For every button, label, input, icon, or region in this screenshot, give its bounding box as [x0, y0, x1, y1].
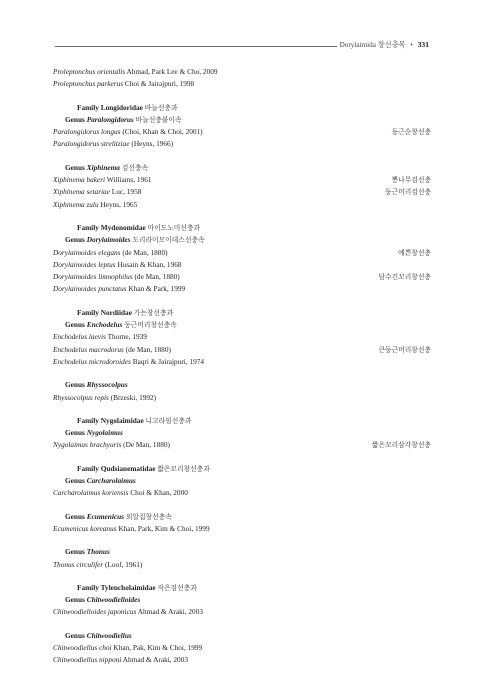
- species-name: Xiphinema zulu: [53, 199, 99, 209]
- taxon-name: Thonus: [86, 547, 110, 557]
- korean-name: 가는창선충과: [133, 308, 174, 317]
- species-entry: [53, 247, 431, 259]
- species-entry: [53, 259, 431, 271]
- header-rule: [55, 46, 337, 47]
- species-entry: [53, 356, 431, 368]
- species-entry: [53, 344, 431, 356]
- korean-common-name: 담수긴꼬리창선충: [378, 273, 431, 282]
- checklist-block: [53, 630, 431, 667]
- species-entry: [53, 523, 431, 535]
- running-header: [55, 40, 429, 54]
- korean-name: 마이도노미선충과: [147, 223, 201, 232]
- species-authority: Thorne, 1939: [107, 332, 147, 342]
- taxon-name: Nordiidae: [100, 307, 132, 317]
- taxon-name: Dorylaimoides: [86, 235, 131, 245]
- species-authority: (de Man, 1880): [125, 344, 171, 354]
- species-entry: [53, 66, 431, 78]
- species-authority: (Brzeski, 1992): [110, 392, 157, 402]
- species-authority: (de Man, 1880): [122, 247, 168, 257]
- rank-label: Family: [77, 415, 99, 425]
- taxon-name: Enchodelus: [86, 320, 123, 330]
- checklist-block: [53, 511, 431, 536]
- genus-heading: [53, 162, 431, 174]
- species-name: Paralongidorus longus: [53, 127, 121, 137]
- species-entry: [53, 606, 431, 618]
- species-entry: [53, 559, 431, 571]
- family-heading: [53, 582, 431, 594]
- taxon-name: Rhyssocolpus: [86, 380, 128, 390]
- species-entry: [53, 138, 431, 150]
- korean-name: 둥근머리창선충속: [124, 321, 177, 330]
- species-authority: Choi & Khan, 2000: [130, 488, 188, 498]
- species-name: Xiphinema bakeri: [53, 175, 106, 185]
- rank-label: Family: [77, 307, 99, 317]
- taxon-name: Qudsianematidae: [100, 463, 156, 473]
- species-authority: Ahmad & Araki, 2003: [122, 655, 188, 665]
- header-bullet: •: [410, 41, 413, 49]
- rank-label: Genus: [65, 114, 85, 124]
- species-name: Dorylaimoides punctatus: [53, 284, 127, 294]
- checklist-block: [53, 222, 431, 296]
- species-entry: [53, 487, 431, 499]
- species-name: Chitwoodiellus nipponi: [53, 655, 122, 665]
- korean-common-name: 둥근머리검선충: [385, 188, 431, 197]
- rank-label: Family: [77, 222, 99, 232]
- genus-heading: [53, 546, 431, 558]
- family-heading: [53, 102, 431, 114]
- species-entry: [53, 186, 431, 198]
- rank-label: Genus: [65, 428, 85, 438]
- checklist-block: [53, 66, 431, 91]
- species-entry: [53, 654, 431, 666]
- checklist-block: [53, 415, 431, 452]
- species-authority: Choi & Jairajpuri, 1998: [124, 79, 195, 89]
- checklist-block: [53, 582, 431, 619]
- korean-common-name: 큰둥근머리창선충: [378, 345, 431, 354]
- korean-name: 바늘선충붙이속: [135, 115, 182, 124]
- rank-label: Genus: [65, 162, 85, 172]
- species-authority: Luc, 1958: [111, 187, 142, 197]
- family-heading: [53, 415, 431, 427]
- rank-label: Genus: [65, 320, 85, 330]
- rank-label: Family: [77, 102, 99, 112]
- genus-heading: [53, 630, 431, 642]
- species-name: Ecumenicus koreanus: [53, 523, 117, 533]
- species-authority: Husain & Khan, 1968: [117, 259, 182, 269]
- taxon-name: Longidoridae: [100, 102, 143, 112]
- rank-label: Genus: [65, 511, 85, 521]
- species-authority: Khan, Pak, Kim & Choi, 1999: [113, 642, 203, 652]
- species-entry: [53, 199, 431, 211]
- species-authority: Baqri & Jairajpuri, 1974: [132, 356, 205, 366]
- taxon-name: Paralongidorus: [86, 114, 134, 124]
- species-entry: [53, 126, 431, 138]
- korean-name: 도리라이모이데스선충속: [132, 236, 205, 245]
- species-authority: Ahmad, Park Lee & Cho, 2009: [126, 67, 218, 76]
- species-entry: [53, 392, 431, 404]
- running-title: Dorylaimida 창선충목: [339, 41, 406, 49]
- species-entry: [53, 439, 431, 451]
- species-entry: [53, 174, 431, 186]
- korean-common-name: 예쁜창선충: [398, 248, 431, 257]
- checklist-block: [53, 463, 431, 500]
- genus-heading: [53, 475, 431, 487]
- species-name: Xiphinema setariae: [53, 187, 110, 197]
- genus-heading: [53, 511, 431, 523]
- species-authority: Williams, 1961: [106, 175, 152, 185]
- species-entry: [53, 271, 431, 283]
- species-name: Chitwoodiellus choi: [53, 642, 112, 652]
- family-heading: [53, 222, 431, 234]
- taxon-name: Nygolaimus: [86, 428, 123, 438]
- korean-name: 바늘선충과: [144, 103, 178, 112]
- family-heading: [53, 307, 431, 319]
- species-authority: (Heyns, 1966): [131, 139, 174, 149]
- checklist-block: [53, 307, 431, 368]
- rank-label: Family: [77, 582, 99, 592]
- species-name: Thonus circulifer: [53, 559, 104, 569]
- family-heading: [53, 463, 431, 475]
- korean-common-name: 뽕나무검선충: [391, 176, 431, 185]
- species-name: Carcharolaimus koriensis: [53, 488, 129, 498]
- taxonomic-checklist: [53, 66, 431, 678]
- taxon-name: Carcharolaimus: [86, 476, 136, 486]
- species-entry: [53, 642, 431, 654]
- species-name: Rhyssocolpus repis: [53, 392, 109, 402]
- species-name: Enchodelus microdoroides: [53, 356, 131, 366]
- rank-label: Genus: [65, 476, 85, 486]
- rank-label: Genus: [65, 235, 85, 245]
- korean-common-name: 짧은꼬리삼각창선충: [371, 441, 431, 450]
- rank-label: Genus: [65, 595, 85, 605]
- species-authority: (De Man, 1880): [123, 440, 170, 450]
- taxon-name: Ecumenicus: [86, 511, 125, 521]
- page-number: 331: [417, 40, 429, 49]
- genus-heading: [53, 114, 431, 126]
- checklist-block: [53, 379, 431, 404]
- species-name: Nygolaimus brachyuris: [53, 440, 122, 450]
- checklist-block: [53, 546, 431, 571]
- species-authority: Khan, Park, Kim & Choi, 1999: [118, 523, 210, 533]
- species-name: Enchodelus laevis: [53, 332, 106, 342]
- species-authority: Heyns, 1965: [100, 199, 138, 209]
- species-authority: (Loof, 1961): [105, 559, 143, 569]
- genus-heading: [53, 319, 431, 331]
- species-name: Proleptonchus orientalis: [53, 67, 126, 76]
- korean-name: 작은검선충과: [157, 583, 197, 592]
- species-name: Enchodelus macrodorus: [53, 344, 124, 354]
- species-name: Chitwoodielloides japonicus: [53, 607, 137, 617]
- korean-name: 검선충속: [121, 163, 149, 172]
- korean-common-name: 둥근순창선충: [391, 128, 431, 137]
- species-entry: [53, 78, 431, 90]
- genus-heading: [53, 234, 431, 246]
- species-name: Dorylaimoides elegans: [53, 247, 121, 257]
- species-authority: (de Man, 1880): [134, 272, 180, 282]
- species-name: Proleptonchus parkerus: [53, 79, 124, 89]
- genus-heading: [53, 379, 431, 391]
- taxon-name: Xiphinema: [86, 162, 120, 172]
- korean-name: 니고라임선충과: [145, 416, 192, 425]
- rank-label: Genus: [65, 380, 85, 390]
- running-head-text: [340, 40, 429, 50]
- rank-label: Genus: [65, 630, 85, 640]
- species-authority: Ahmad & Araki, 2003: [137, 607, 203, 617]
- korean-name: 외알집창선충속: [125, 512, 172, 521]
- rank-label: Family: [77, 463, 99, 473]
- taxon-name: Chitwoodiellus: [86, 630, 132, 640]
- species-entry: [53, 331, 431, 343]
- rank-label: Genus: [65, 547, 85, 557]
- species-name: Dorylaimoides limnophilus: [53, 272, 133, 282]
- species-authority: (Choi, Khan & Choi, 2001): [122, 127, 203, 137]
- checklist-block: [53, 102, 431, 151]
- species-name: Dorylaimoides leptus: [53, 259, 116, 269]
- taxon-name: Tylencholaimidae: [100, 582, 156, 592]
- genus-heading: [53, 427, 431, 439]
- species-entry: [53, 283, 431, 295]
- species-authority: Khan & Park, 1999: [128, 284, 186, 294]
- taxon-name: Chitwoodielloides: [86, 595, 141, 605]
- genus-heading: [53, 594, 431, 606]
- taxon-name: Mydonomidae: [100, 222, 146, 232]
- taxon-name: Nygolaimidae: [100, 415, 144, 425]
- checklist-block: [53, 162, 431, 211]
- korean-name: 짧은꼬리창선충과: [157, 464, 210, 473]
- species-name: Paralongidorus strelitziae: [53, 139, 130, 149]
